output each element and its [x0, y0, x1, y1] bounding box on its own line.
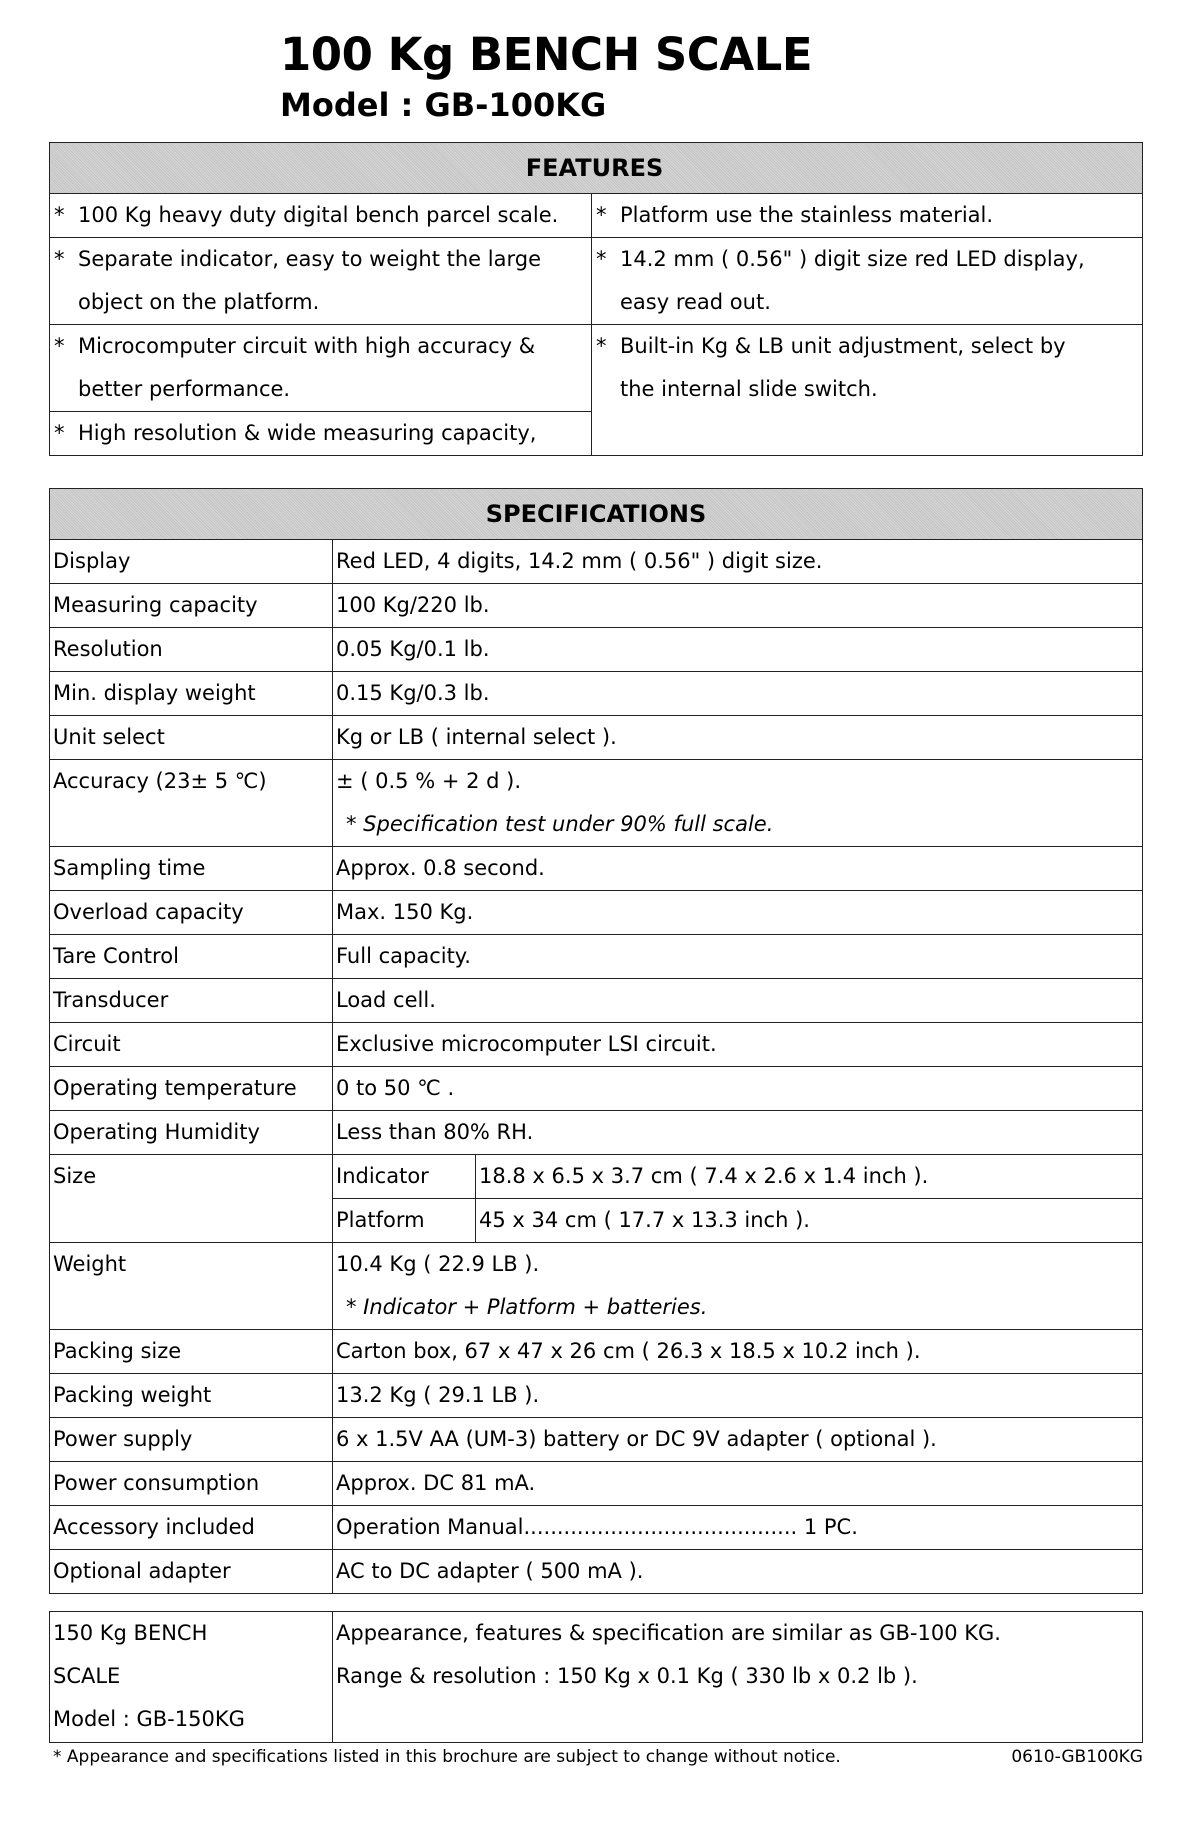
- spec-value: Approx. DC 81 mA.: [333, 1462, 1143, 1506]
- page-title: 100 Kg BENCH SCALE: [280, 28, 813, 81]
- spec-sublabel: Platform: [333, 1199, 476, 1243]
- spec-value: ± ( 0.5 % + 2 d ). * Specification test under 90% full scale.: [333, 760, 1143, 847]
- spec-value: Kg or LB ( internal select ).: [333, 716, 1143, 760]
- spec-label: Power consumption: [50, 1462, 333, 1506]
- spec-label: Sampling time: [50, 847, 333, 891]
- spec-label: Resolution: [50, 628, 333, 672]
- spec-label: Measuring capacity: [50, 584, 333, 628]
- spec-note: * Indicator + Platform + batteries.: [346, 1295, 708, 1319]
- spec-label: Overload capacity: [50, 891, 333, 935]
- spec-label: Accuracy (23± 5 ℃): [50, 760, 333, 847]
- spec-value: Red LED, 4 digits, 14.2 mm ( 0.56" ) digit size.: [333, 540, 1143, 584]
- spec-value: Max. 150 Kg.: [333, 891, 1143, 935]
- feature-item: * Microcomputer circuit with high accuracy & better performance.: [50, 325, 592, 412]
- spec-label: Operating Humidity: [50, 1111, 333, 1155]
- spec-label: Operating temperature: [50, 1067, 333, 1111]
- spec-value: AC to DC adapter ( 500 mA ).: [333, 1550, 1143, 1594]
- spec-row: [50, 716, 1143, 760]
- spec-value: 45 x 34 cm ( 17.7 x 13.3 inch ).: [476, 1199, 1143, 1243]
- spec-row: [50, 540, 1143, 584]
- spec-row: [50, 891, 1143, 935]
- spec-row: [50, 584, 1143, 628]
- spec-label: Unit select: [50, 716, 333, 760]
- spec-row: [50, 1330, 1143, 1374]
- spec-row: [50, 760, 1143, 847]
- spec-value: 10.4 Kg ( 22.9 LB ). * Indicator + Platform + batteries.: [333, 1243, 1143, 1330]
- spec-value: 18.8 x 6.5 x 3.7 cm ( 7.4 x 2.6 x 1.4 inch ).: [476, 1155, 1143, 1199]
- variant-table: [49, 1611, 1143, 1743]
- feature-item: * 100 Kg heavy duty digital bench parcel scale.: [50, 194, 592, 238]
- feature-item: * High resolution & wide measuring capacity,: [50, 412, 592, 456]
- spec-label: Packing size: [50, 1330, 333, 1374]
- spec-row: [50, 1418, 1143, 1462]
- spec-row: [50, 1111, 1143, 1155]
- spec-value: 0.05 Kg/0.1 lb.: [333, 628, 1143, 672]
- specifications-table: [49, 488, 1143, 1594]
- spec-value: 0.15 Kg/0.3 lb.: [333, 672, 1143, 716]
- spec-row: [50, 1550, 1143, 1594]
- spec-row: [50, 628, 1143, 672]
- spec-row: [50, 1462, 1143, 1506]
- spec-label: Weight: [50, 1243, 333, 1330]
- spec-value: Exclusive microcomputer LSI circuit.: [333, 1023, 1143, 1067]
- spec-value: Approx. 0.8 second.: [333, 847, 1143, 891]
- spec-label: Tare Control: [50, 935, 333, 979]
- spec-value: 13.2 Kg ( 29.1 LB ).: [333, 1374, 1143, 1418]
- variant-name: 150 Kg BENCH SCALE Model : GB-150KG: [50, 1612, 333, 1743]
- document-code: 0610-GB100KG: [1011, 1747, 1143, 1767]
- spec-label: Packing weight: [50, 1374, 333, 1418]
- spec-value: Operation Manual......................................... 1 PC.: [333, 1506, 1143, 1550]
- spec-value: 0 to 50 ℃ .: [333, 1067, 1143, 1111]
- spec-value: Carton box, 67 x 47 x 26 cm ( 26.3 x 18.5 x 10.2 inch ).: [333, 1330, 1143, 1374]
- spec-row: [50, 1023, 1143, 1067]
- feature-item: * Platform use the stainless material.: [592, 194, 1143, 238]
- spec-label: Accessory included: [50, 1506, 333, 1550]
- spec-value: Less than 80% RH.: [333, 1111, 1143, 1155]
- spec-sublabel: Indicator: [333, 1155, 476, 1199]
- spec-row: [50, 672, 1143, 716]
- spec-row: [50, 935, 1143, 979]
- feature-item: * Built-in Kg & LB unit adjustment, select by the internal slide switch.: [592, 325, 1143, 456]
- spec-value: 6 x 1.5V AA (UM-3) battery or DC 9V adapter ( optional ).: [333, 1418, 1143, 1462]
- features-header: FEATURES: [50, 143, 1143, 194]
- feature-item: * Separate indicator, easy to weight the large object on the platform.: [50, 238, 592, 325]
- feature-item: * 14.2 mm ( 0.56" ) digit size red LED display, easy read out.: [592, 238, 1143, 325]
- spec-label: Transducer: [50, 979, 333, 1023]
- spec-row: [50, 979, 1143, 1023]
- spec-value: 100 Kg/220 lb.: [333, 584, 1143, 628]
- spec-label: Optional adapter: [50, 1550, 333, 1594]
- specifications-header: SPECIFICATIONS: [50, 489, 1143, 540]
- spec-label: Min. display weight: [50, 672, 333, 716]
- spec-note: * Specification test under 90% full scale.: [346, 812, 774, 836]
- features-table: [49, 142, 1143, 456]
- spec-label: Display: [50, 540, 333, 584]
- variant-description: Appearance, features & specification are similar as GB-100 KG. Range & resolution : 150 Kg x 0.1 Kg ( 330 lb x 0.2 lb ).: [333, 1612, 1143, 1743]
- spec-label: Circuit: [50, 1023, 333, 1067]
- footnote: * Appearance and specifications listed in this brochure are subject to change without notice.: [53, 1747, 841, 1767]
- spec-value: Full capacity.: [333, 935, 1143, 979]
- model-subtitle: Model : GB-100KG: [280, 86, 607, 124]
- spec-label: Size: [50, 1155, 333, 1243]
- spec-row: [50, 1067, 1143, 1111]
- spec-label: Power supply: [50, 1418, 333, 1462]
- spec-row: [50, 1374, 1143, 1418]
- spec-row: [50, 1506, 1143, 1550]
- spec-row: [50, 847, 1143, 891]
- spec-value: Load cell.: [333, 979, 1143, 1023]
